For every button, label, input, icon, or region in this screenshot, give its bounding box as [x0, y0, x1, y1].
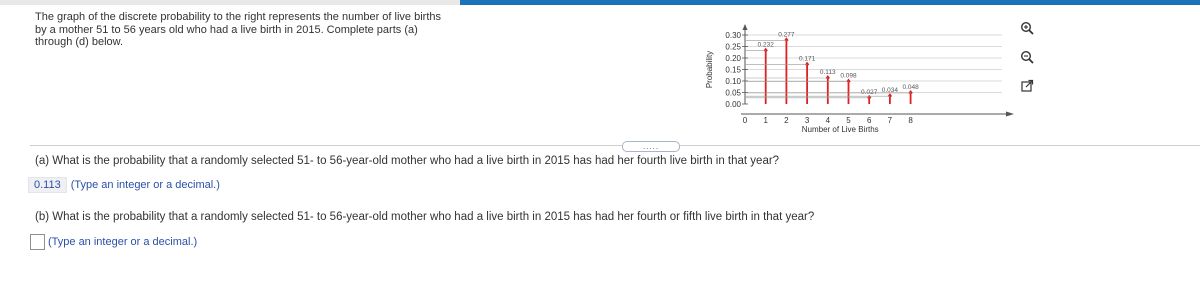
x-tick-label: 5: [846, 116, 851, 125]
data-label: 0.098: [840, 72, 857, 80]
x-tick-label: 7: [887, 116, 893, 125]
answer-b-input[interactable]: [30, 234, 45, 250]
x-tick-label: 3: [804, 116, 810, 125]
y-tick-label: 0.20: [725, 54, 741, 63]
data-label: 0.171: [798, 55, 816, 63]
x-tick-label: 0: [742, 116, 748, 125]
top-bar-left-segment: [0, 0, 460, 5]
open-external-icon: [1020, 79, 1034, 93]
x-tick-label: 2: [784, 116, 789, 125]
y-tick-label: 0.15: [725, 65, 741, 75]
question-a: (a) What is the probability that a randomly selected 51- to 56-year-old mother who had a live birth in 2015 has had her fourth live birth in that year?: [35, 155, 780, 167]
zoom-in-button[interactable]: [1016, 17, 1038, 39]
data-label: 0.113: [819, 69, 836, 77]
chart-layer: [705, 24, 1014, 134]
y-axis-arrow: [743, 24, 748, 30]
expand-collapse-button[interactable]: .....: [622, 141, 680, 152]
section-divider: [30, 145, 1200, 146]
problem-intro: The graph of the discrete probability to the right represents the number of live births by a mother 51 to 56 years old who had a live birth in 2015. Complete parts (a) through (d) below.: [35, 11, 441, 48]
zoom-out-icon: [1020, 50, 1034, 64]
zoom-in-icon: [1020, 21, 1034, 35]
x-tick-label: 4: [825, 116, 831, 125]
x-tick-label: 6: [866, 116, 872, 125]
data-label: 0.232: [757, 41, 774, 49]
answer-a-value[interactable]: 0.113: [28, 177, 67, 193]
question-b: (b) What is the probability that a randomly selected 51- to 56-year-old mother who had a live birth in 2015 has had her fourth or fifth live birth in that year?: [35, 211, 815, 223]
y-tick-label: 0.30: [725, 31, 741, 40]
answer-a-hint: (Type an integer or a decimal.): [70, 179, 220, 191]
data-label: 0.034: [881, 87, 899, 95]
data-label: 0.048: [902, 83, 919, 91]
answer-b-row: [30, 233, 197, 251]
y-tick-label: 0.05: [725, 88, 741, 98]
data-label: 0.027: [861, 88, 878, 96]
y-tick-label: 0.00: [725, 100, 741, 109]
x-axis-arrow: [1006, 112, 1014, 117]
open-external-button[interactable]: [1016, 75, 1038, 97]
x-tick-label: 8: [908, 116, 913, 125]
y-tick-label: 0.25: [725, 42, 741, 52]
chart-toolbar: [1016, 17, 1042, 104]
x-axis-title: Number of Live Births: [801, 125, 879, 134]
answer-a-row: [28, 176, 220, 194]
y-axis-title: Probability: [705, 50, 714, 89]
probability-chart: [690, 18, 1030, 143]
zoom-out-button[interactable]: [1016, 46, 1038, 68]
y-tick-label: 0.10: [725, 77, 741, 86]
x-tick-label: 1: [763, 116, 768, 125]
answer-b-hint: (Type an integer or a decimal.): [48, 236, 198, 248]
data-label: 0.277: [778, 31, 795, 39]
